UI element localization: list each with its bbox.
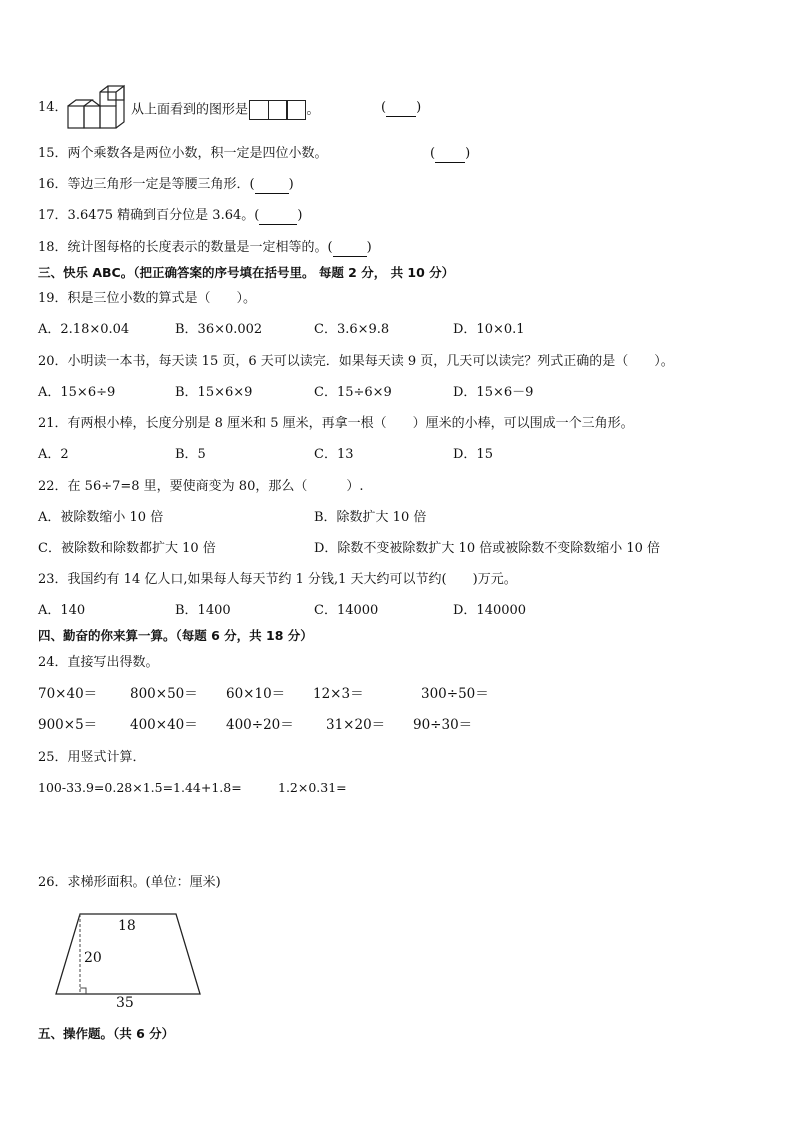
calc-item: 900×5＝ xyxy=(38,717,98,733)
section-5-title: 五、操作题。（共 6 分） xyxy=(38,1026,175,1041)
option-c[interactable]: C．13 xyxy=(314,447,354,462)
question-15: 15．两个乘数各是两位小数，积一定是四位小数。 xyxy=(38,146,328,161)
height-label: 20 xyxy=(84,950,102,966)
question-14 xyxy=(38,100,68,116)
calc-item: 300÷50＝ xyxy=(421,686,489,702)
question-24: 24．直接写出得数。 xyxy=(38,655,159,670)
bottom-base-label: 35 xyxy=(116,995,134,1010)
option-a[interactable]: A．140 xyxy=(38,603,86,618)
question-19: 19．积是三位小数的算式是（ ）。 xyxy=(38,291,257,306)
question-21: 21．有两根小棒，长度分别是 8 厘米和 5 厘米，再拿一根（ ）厘米的小棒，可以围成一个三角形。 xyxy=(38,416,634,431)
top-view-grid xyxy=(250,100,306,120)
question-26: 26．求梯形面积。(单位：厘米) xyxy=(38,875,221,890)
answer-blank-15[interactable] xyxy=(435,146,465,163)
vertical-calc-exprs: 100-33.9=0.28×1.5=1.44+1.8= xyxy=(38,780,242,795)
section-4-title: 四、勤奋的你来算一算。（每题 6 分，共 18 分） xyxy=(38,628,313,643)
answer-blank-18[interactable] xyxy=(333,240,367,257)
calc-item: 400÷20＝ xyxy=(226,717,294,733)
calc-item: 90÷30＝ xyxy=(413,717,473,733)
answer-blank-14[interactable] xyxy=(386,100,416,117)
option-b[interactable]: B．1400 xyxy=(175,603,231,618)
option-c[interactable]: C．被除数和除数都扩大 10 倍 xyxy=(38,541,216,556)
question-16: 16．等边三角形一定是等腰三角形．( ) xyxy=(38,177,294,192)
top-base-label: 18 xyxy=(118,918,136,934)
option-c[interactable]: C．14000 xyxy=(314,603,379,618)
calc-item: 60×10＝ xyxy=(226,686,286,702)
right-angle-mark xyxy=(80,988,86,994)
option-d[interactable]: D．15×6－9 xyxy=(453,385,534,400)
option-a[interactable]: A．15×6÷9 xyxy=(38,385,116,400)
option-b[interactable]: B．除数扩大 10 倍 xyxy=(314,510,427,525)
option-d[interactable]: D．15 xyxy=(453,447,493,462)
option-d[interactable]: D．除数不变被除数扩大 10 倍或被除数不变除数缩小 10 倍 xyxy=(314,541,661,556)
answer-paren-14: ( ) xyxy=(381,100,422,115)
question-22: 22．在 56÷7=8 里，要使商变为 80，那么（ ）. xyxy=(38,479,364,494)
question-14-text xyxy=(131,100,319,120)
option-b[interactable]: B．5 xyxy=(175,447,206,462)
question-25: 25．用竖式计算． xyxy=(38,750,146,765)
calc-item: 800×50＝ xyxy=(130,686,198,702)
option-d[interactable]: D．10×0.1 xyxy=(453,322,525,337)
calc-item: 31×20＝ xyxy=(326,717,386,733)
answer-paren-15: ( ) xyxy=(430,146,471,161)
calc-item: 400×40＝ xyxy=(130,717,198,733)
option-d[interactable]: D．140000 xyxy=(453,603,527,618)
option-a[interactable]: A．2.18×0.04 xyxy=(38,322,130,337)
option-a[interactable]: A．2 xyxy=(38,447,69,462)
vertical-calc-expr: 1.2×0.31= xyxy=(278,780,347,795)
stacked-cubes-icon xyxy=(66,84,130,130)
answer-blank-17[interactable] xyxy=(259,208,297,225)
option-c[interactable]: C．3.6×9.8 xyxy=(314,322,390,337)
question-number: 14． xyxy=(38,100,68,115)
question-text: 从上面看到的图形是 xyxy=(131,102,249,118)
calc-item: 12×3＝ xyxy=(313,686,364,702)
question-23: 23．我国约有 14 亿人口,如果每人每天节约 1 分钱,1 天大约可以节约( )万元。 xyxy=(38,572,517,587)
question-18: 18．统计图每格的长度表示的数量是一定相等的。( ) xyxy=(38,240,372,255)
option-b[interactable]: B．15×6×9 xyxy=(175,385,253,400)
option-a[interactable]: A．被除数缩小 10 倍 xyxy=(38,510,164,525)
period: 。 xyxy=(306,102,320,118)
trapezoid-diagram xyxy=(50,908,210,1010)
question-17: 17．3.6475 精确到百分位是 3.64。( ) xyxy=(38,208,303,223)
section-3-title: 三、快乐 ABC。（把正确答案的序号填在括号里。 每题 2 分， 共 10 分） xyxy=(38,265,455,280)
answer-blank-16[interactable] xyxy=(255,177,289,194)
calc-item: 70×40＝ xyxy=(38,686,98,702)
option-c[interactable]: C．15÷6×9 xyxy=(314,385,392,400)
option-b[interactable]: B．36×0.002 xyxy=(175,322,263,337)
question-20: 20．小明读一本书，每天读 15 页，6 天可以读完．如果每天读 9 页，几天可以读完？列式正确的是（ ）。 xyxy=(38,354,674,369)
